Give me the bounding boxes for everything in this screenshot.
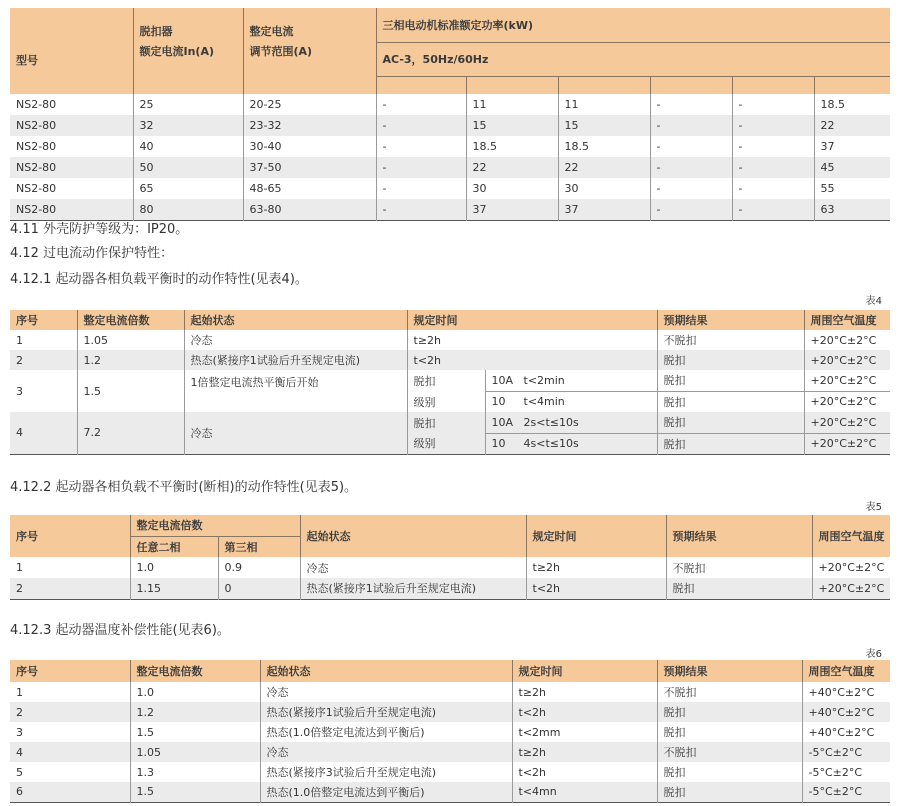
col-multiple: 整定电流倍数 (77, 310, 184, 330)
col-any-two-phases: 任意二相 (130, 536, 218, 557)
col-specified-time: 规定时间 (512, 660, 657, 682)
table-row: 级别 10 4s<t≤10s 脱扣 +20°C±2°C (10, 433, 890, 454)
motor-power-table (10, 8, 890, 221)
balanced-load-table (10, 310, 890, 455)
col-multiple: 整定电流倍数 (130, 660, 260, 682)
col-ambient-temp: 周围空气温度 (804, 310, 890, 330)
table-row: NS2-80 50 37-50 - 22 22 - - 45 (10, 157, 890, 178)
table1-body (10, 94, 890, 220)
table-row: NS2-80 40 30-40 - 18.5 18.5 - - 37 (10, 136, 890, 157)
table-row: 2 1.2 热态(紧接序1试验后升至规定电流) t<2h 脱扣 +40°C±2°C (10, 702, 890, 722)
temperature-compensation-table (10, 660, 890, 803)
col-ambient-temp: 周围空气温度 (802, 660, 890, 682)
section-4-12-1: 4.12.1 起动器各相负载平衡时的动作特性(见表4)。 (10, 272, 308, 287)
col-initial-state: 起始状态 (300, 515, 526, 557)
table-row: 1 1.0 0.9 冷态 t≥2h 不脱扣 +20°C±2°C (10, 557, 890, 578)
section-4-12-2: 4.12.2 起动器各相负载不平衡时(断相)的动作特性(见表5)。 (10, 480, 358, 495)
table-row: 6 1.5 热态(1.0倍整定电流达到平衡后) t<4mn 脱扣 -5°C±2°C (10, 782, 890, 802)
table5-label: 表5 (865, 502, 882, 513)
table6-label: 表6 (865, 649, 882, 660)
col-ambient-temp: 周围空气温度 (812, 515, 890, 557)
col-setting-range (243, 8, 376, 76)
col-release-line2: 额定电流In(A) (139, 45, 214, 58)
table-row: NS2-80 65 48-65 - 30 30 - - 55 (10, 178, 890, 199)
table-row: NS2-80 80 63-80 - 37 37 - - 63 (10, 199, 890, 220)
col-third-phase: 第三相 (218, 536, 300, 557)
col-specified-time: 规定时间 (526, 515, 666, 557)
col-multiple: 整定电流倍数 (130, 515, 300, 536)
section-4-12-3: 4.12.3 起动器温度补偿性能(见表6)。 (10, 623, 230, 638)
col-setting-line2: 调节范围(A) (249, 45, 313, 58)
col-no: 序号 (10, 310, 77, 330)
col-expected-result: 预期结果 (657, 660, 802, 682)
table-row: 4 1.05 冷态 t≥2h 不脱扣 -5°C±2°C (10, 742, 890, 762)
table-row: 2 1.2 热态(紧接序1试验后升至规定电流) t<2h 脱扣 +20°C±2°C (10, 350, 890, 370)
col-release-current (133, 8, 243, 76)
table-row: 1 1.0 冷态 t≥2h 不脱扣 +40°C±2°C (10, 682, 890, 702)
col-power-sub: AC-3，50Hz/60Hz (376, 42, 890, 76)
table-row: 2 1.15 0 热态(紧接序1试验后升至规定电流) t<2h 脱扣 +20°C±2°C (10, 578, 890, 599)
section-4-11: 4.11 外壳防护等级为：IP20。 (10, 222, 189, 237)
table-row: NS2-80 25 20-25 - 11 11 - - 18.5 (10, 94, 890, 115)
table4-label: 表4 (865, 296, 882, 307)
section-4-12: 4.12 过电流动作保护特性： (10, 246, 174, 261)
table-row: 5 1.3 热态(紧接序3试验后升至规定电流) t<2h 脱扣 -5°C±2°C (10, 762, 890, 782)
col-power-title: 三相电动机标准额定功率(kW) (376, 8, 890, 42)
table-row: 3 1.5 1倍整定电流热平衡后开始 脱扣 10A t<2min 脱扣 +20°C±2°C (10, 370, 890, 391)
col-no: 序号 (10, 660, 130, 682)
col-model: 型号 (10, 8, 133, 76)
table-row: 3 1.5 热态(1.0倍整定电流达到平衡后) t<2mm 脱扣 +40°C±2°C (10, 722, 890, 742)
col-release-line1: 脱扣器 (139, 25, 173, 38)
col-expected-result: 预期结果 (666, 515, 812, 557)
col-initial-state: 起始状态 (260, 660, 512, 682)
table-row: NS2-80 32 23-32 - 15 15 - - 22 (10, 115, 890, 136)
col-specified-time: 规定时间 (407, 310, 657, 330)
table-row: 级别 10 t<4min 脱扣 +20°C±2°C (10, 391, 890, 412)
col-setting-line1: 整定电流 (249, 25, 294, 38)
table-row: 4 7.2 冷态 脱扣 10A 2s<t≤10s 脱扣 +20°C±2°C (10, 412, 890, 433)
table-row: 1 1.05 冷态 t≥2h 不脱扣 +20°C±2°C (10, 330, 890, 350)
unbalanced-load-table (10, 515, 890, 600)
col-no: 序号 (10, 515, 130, 557)
col-expected-result: 预期结果 (657, 310, 804, 330)
col-initial-state: 起始状态 (184, 310, 407, 330)
